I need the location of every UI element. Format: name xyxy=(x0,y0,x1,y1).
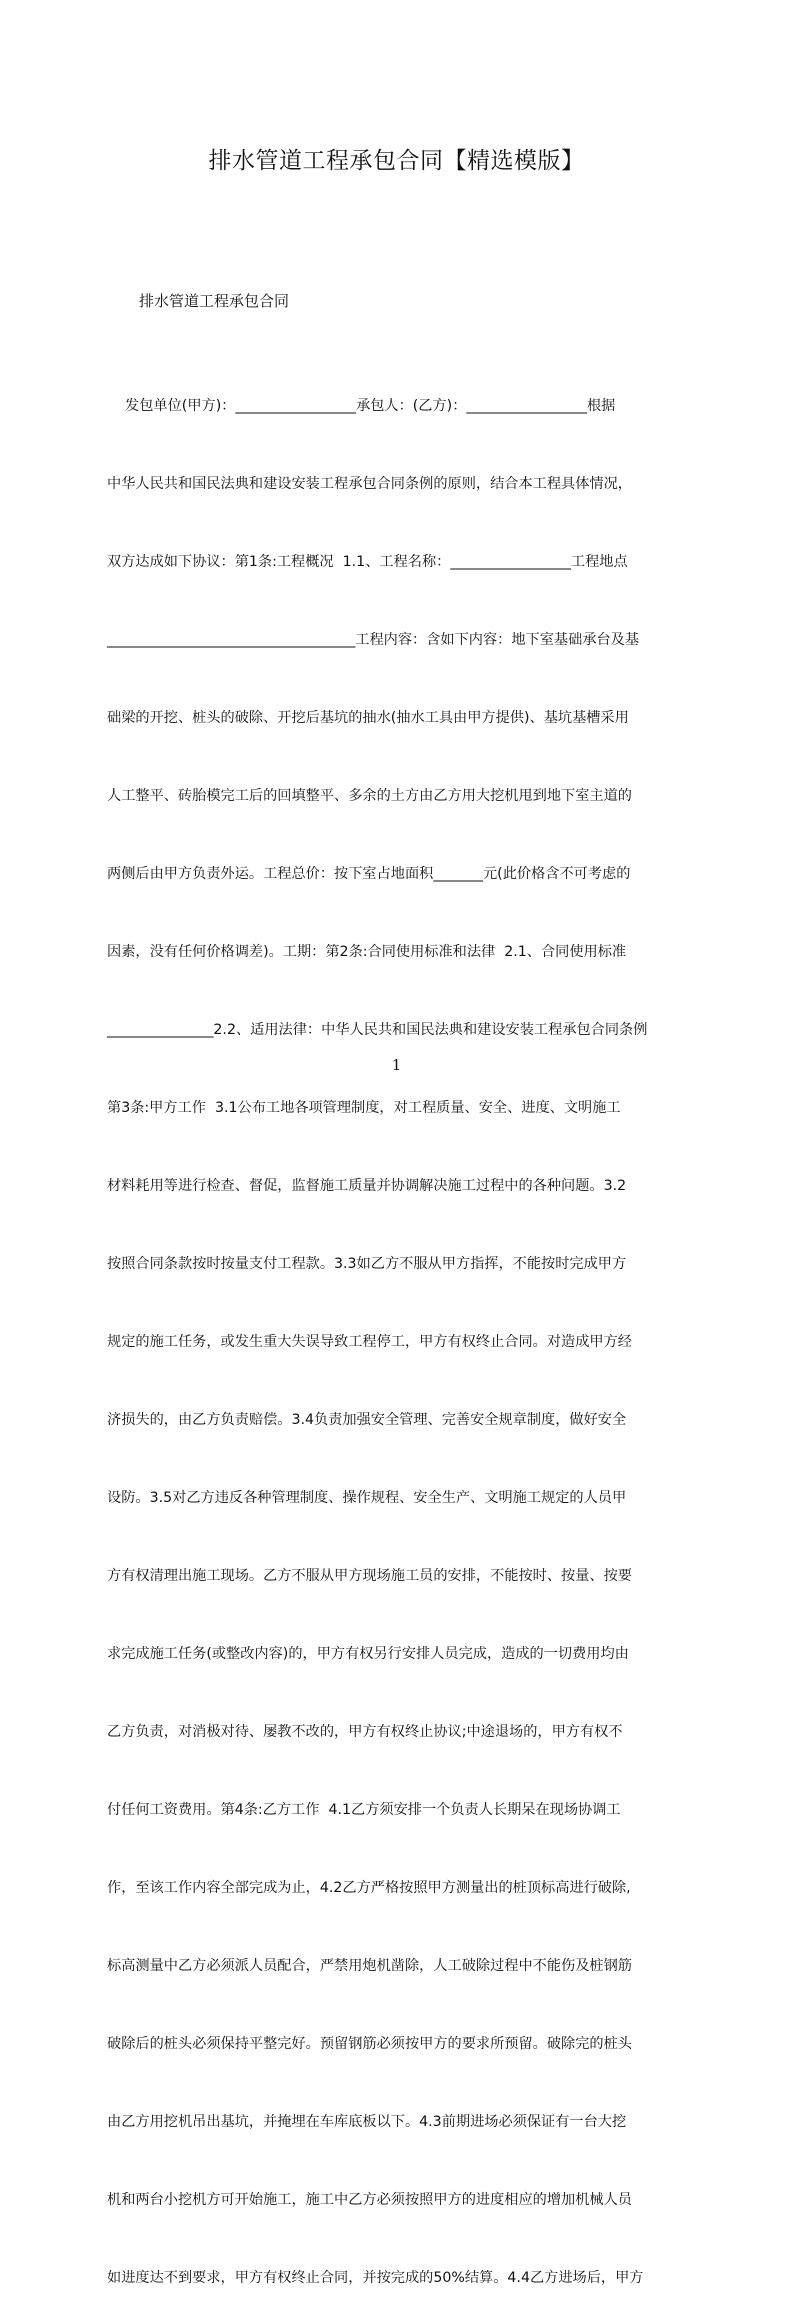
contract-body xyxy=(107,341,697,2286)
page-number: 1 xyxy=(391,1056,402,1074)
body-line: 付任何工资费用。第4条:乙方工作 4.1乙方须安排一个负责人长期呆在现场协调工 xyxy=(107,1802,621,1818)
body-line: 由乙方用挖机吊出基坑，并掩埋在车库底板以下。4.3前期进场必须保证有一台大挖 xyxy=(107,2114,627,2130)
body-line: 规定的施工任务，或发生重大失误导致工程停工，甲方有权终止合同。对造成甲方经 xyxy=(107,1334,632,1350)
body-line: 发包单位(甲方)：_________________承包人：(乙方)：_________________根据 xyxy=(107,398,616,414)
body-line: 标高测量中乙方必须派人员配合，严禁用炮机凿除，人工破除过程中不能伤及桩钢筋 xyxy=(107,1958,632,1974)
body-line: 中华人民共和国民法典和建设安装工程承包合同条例的原则，结合本工程具体情况， xyxy=(107,476,632,492)
body-line: 如进度达不到要求，甲方有权终止合同，并按完成的50%结算。4.4乙方进场后，甲方 xyxy=(107,2270,644,2286)
body-line: 人工整平、砖胎模完工后的回填整平、多余的土方由乙方用大挖机甩到地下室主道的 xyxy=(107,788,632,804)
document-subtitle: 排水管道工程承包合同 xyxy=(139,292,290,310)
document-title: 排水管道工程承包合同【精选模版】 xyxy=(208,148,585,174)
body-line: 方有权清理出施工现场。乙方不服从甲方现场施工员的安排，不能按时、按量、按要 xyxy=(107,1568,632,1584)
body-line: ___________________________________工程内容：含如下内容：地下室基础承台及基 xyxy=(107,632,640,648)
body-line: 第3条:甲方工作 3.1公布工地各项管理制度，对工程质量、安全、进度、文明施工 xyxy=(107,1100,621,1116)
body-line: 础梁的开挖、桩头的破除、开挖后基坑的抽水(抽水工具由甲方提供)、基坑基槽采用 xyxy=(107,710,629,726)
body-line: _______________2.2、适用法律：中华人民共和国民法典和建设安装工程承包合同条例 xyxy=(107,1022,648,1038)
body-line: 破除后的桩头必须保持平整完好。预留钢筋必须按甲方的要求所预留。破除完的桩头 xyxy=(107,2036,632,2052)
body-line: 机和两台小挖机方可开始施工，施工中乙方必须按照甲方的进度相应的增加机械人员 xyxy=(107,2192,632,2208)
body-line: 因素，没有任何价格调差)。工期：第2条:合同使用标准和法律 2.1、合同使用标准 xyxy=(107,944,627,960)
body-line: 材料耗用等进行检查、督促，监督施工质量并协调解决施工过程中的各种问题。3.2 xyxy=(107,1178,627,1194)
body-line: 双方达成如下协议：第1条:工程概况 1.1、工程名称：_________________工程地点 xyxy=(107,554,628,570)
body-line: 作，至该工作内容全部完成为止，4.2乙方严格按照甲方测量出的桩顶标高进行破除, xyxy=(107,1880,631,1896)
body-line: 求完成施工任务(或整改内容)的，甲方有权另行安排人员完成，造成的一切费用均由 xyxy=(107,1646,629,1662)
body-line: 设防。3.5对乙方违反各种管理制度、操作规程、安全生产、文明施工规定的人员甲 xyxy=(107,1490,627,1506)
body-line: 乙方负责，对消极对待、屡教不改的，甲方有权终止协议;中途退场的，甲方有权不 xyxy=(107,1724,623,1740)
body-line: 济损失的，由乙方负责赔偿。3.4负责加强安全管理、完善安全规章制度，做好安全 xyxy=(107,1412,627,1428)
body-line: 按照合同条款按时按量支付工程款。3.3如乙方不服从甲方指挥，不能按时完成甲方 xyxy=(107,1256,627,1272)
body-line: 两侧后由甲方负责外运。工程总价：按下室占地面积_______元(此价格含不可考虑的 xyxy=(107,866,631,882)
